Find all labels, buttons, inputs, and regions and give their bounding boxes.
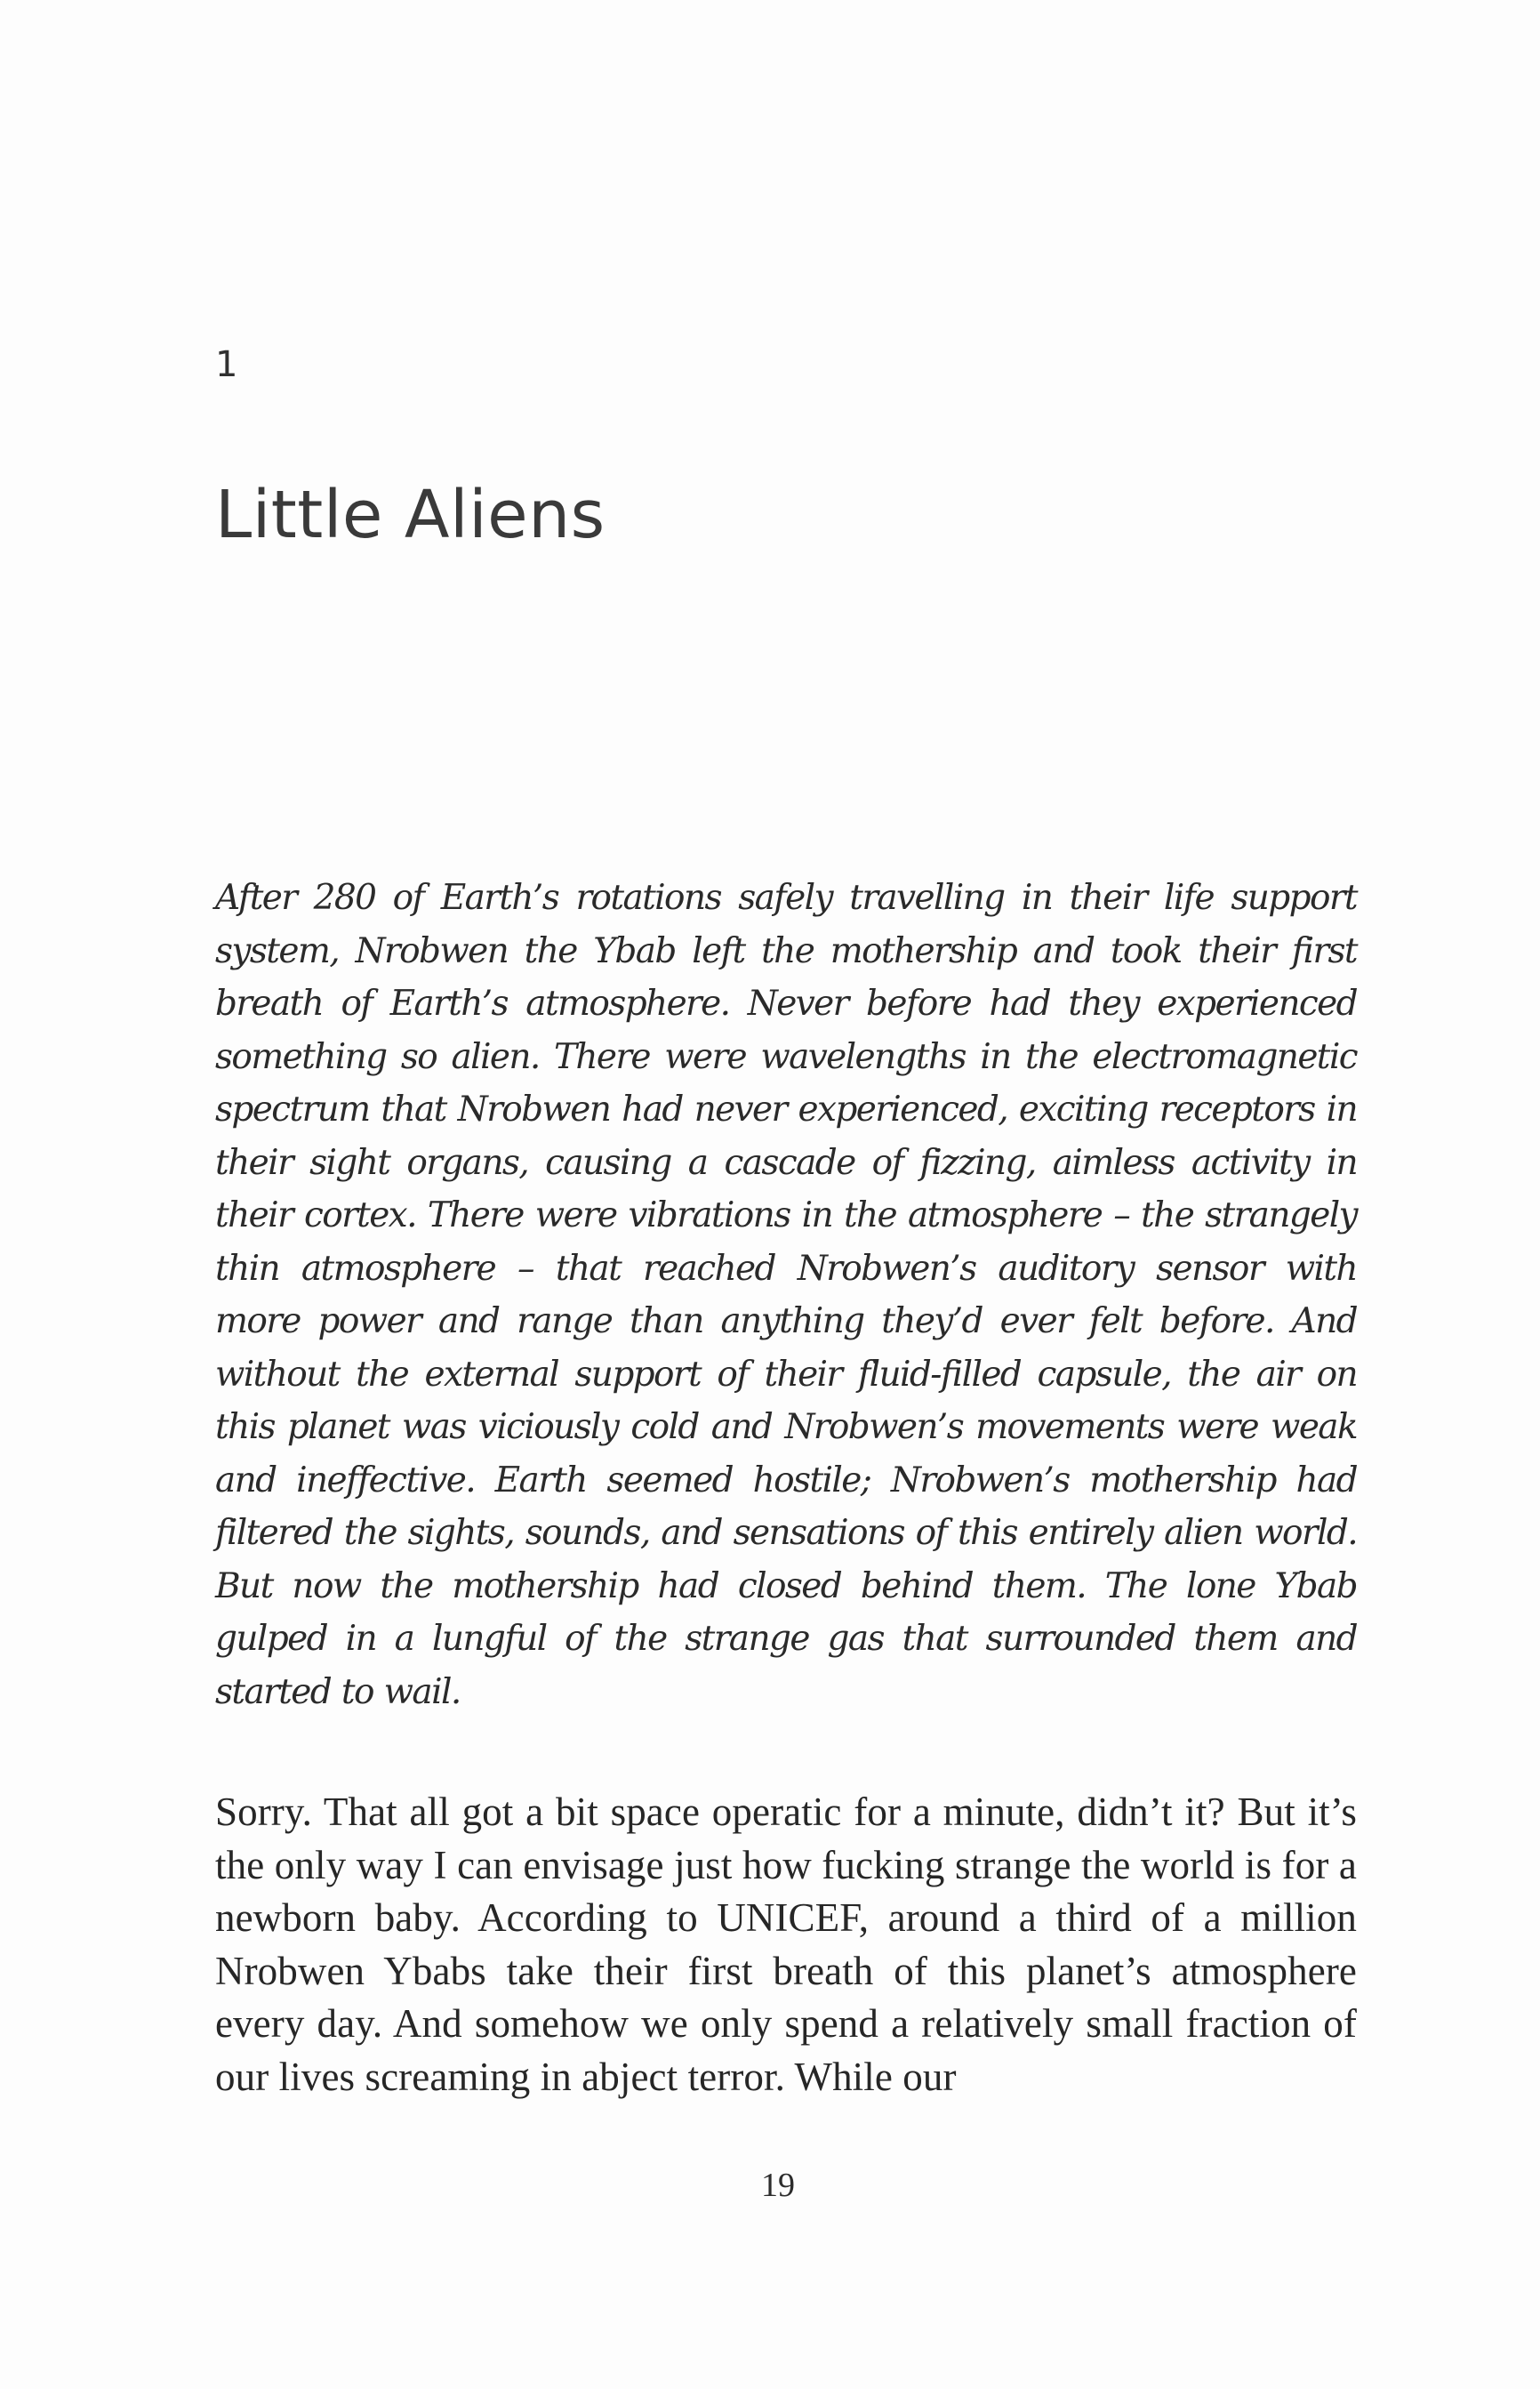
chapter-number: 1 bbox=[215, 344, 238, 385]
italic-prologue-paragraph: After 280 of Earth’s rotations safely travelling in their life support system, Nrobwen the Ybab left the mothership and took their first breath of Earth’s atmosphere. Never before had they experienced something so alien. There were wavelengths in the electromagnetic spectrum that Nrobwen had never experienced, exciting receptors in their sight organs, causing a cascade of fizzing, aimless activity in their cortex. There were vibrations in the atmosphere – the strangely thin atmosphere – that reached Nrobwen’s auditory sensor with more power and range than anything they’d ever felt before. And without the external support of their fluid-filled capsule, the air on this planet was viciously cold and Nrobwen’s movements were weak and ineffective. Earth seemed hostile; Nrobwen’s mothership had filtered the sights, sounds, and sensations of this entirely alien world. But now the mothership had closed behind them. The lone Ybab gulped in a lungful of the strange gas that surrounded them and started to wail. bbox=[215, 878, 1357, 1712]
page-number: 19 bbox=[761, 2167, 795, 2204]
body-paragraph: Sorry. That all got a bit space operatic for a minute, didn’t it? But it’s the only way I can envisage just how fucking strange the world is for a newborn baby. According to UNICEF, around a third of a million Nrobwen Ybabs take their first breath of this planet’s atmosphere every day. And somehow we only spend a relatively small fraction of our lives screaming in abject terror. While our bbox=[215, 1790, 1357, 2099]
chapter-title: Little Aliens bbox=[215, 477, 606, 553]
